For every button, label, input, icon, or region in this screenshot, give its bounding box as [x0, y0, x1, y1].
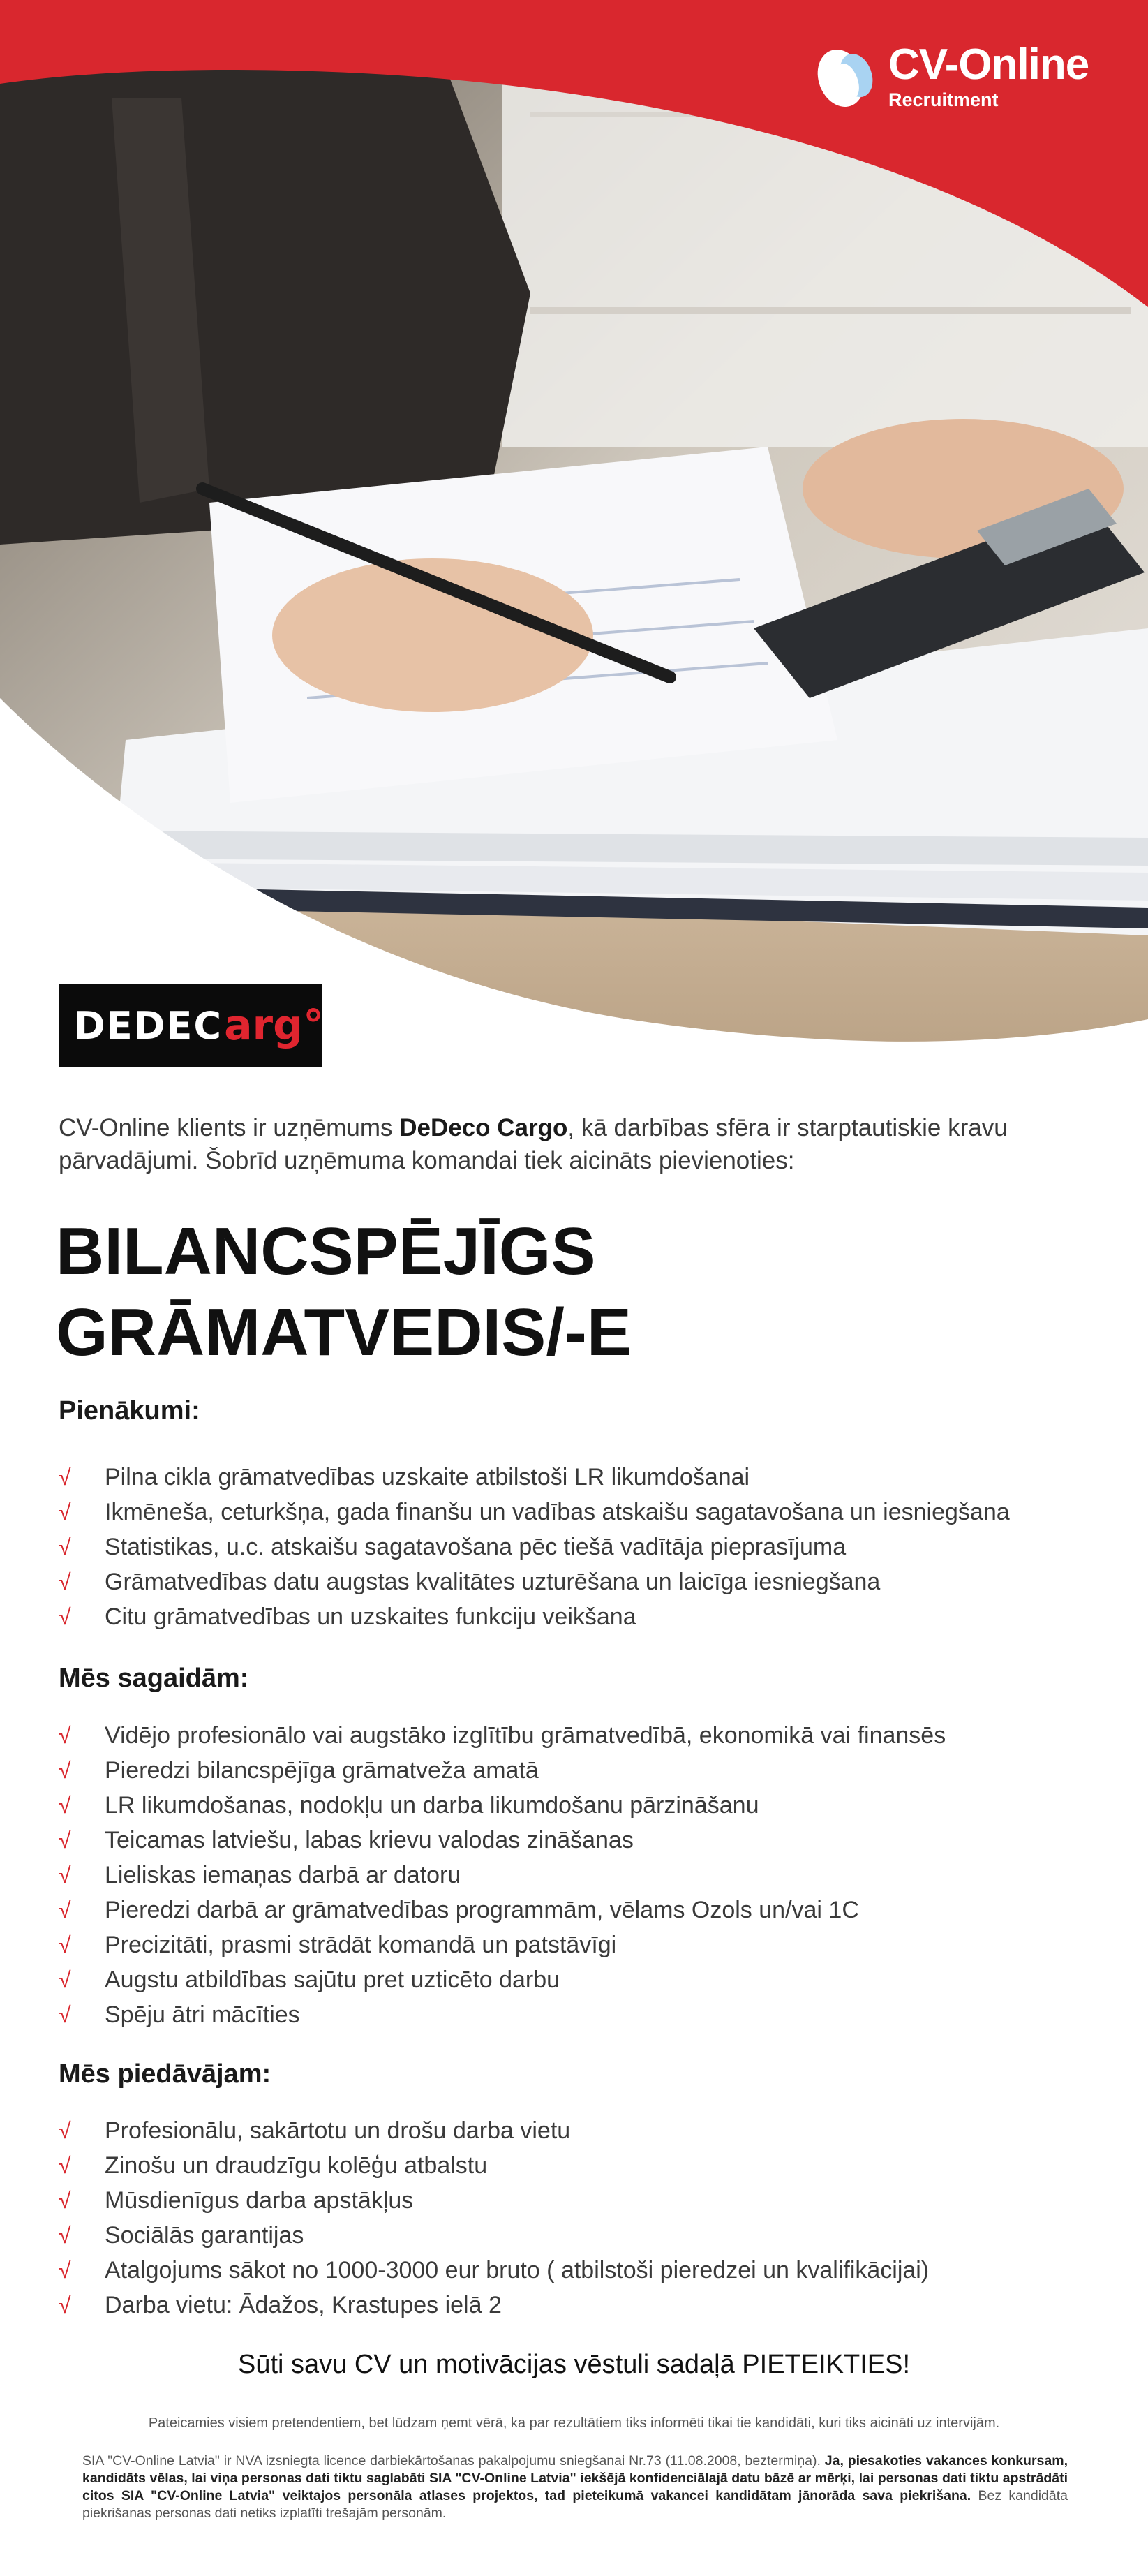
- list-item: [59, 1893, 946, 1927]
- check-icon: √: [59, 2258, 71, 2283]
- list-item: [59, 2218, 929, 2253]
- list-item: [59, 2148, 929, 2183]
- list-item: [59, 1564, 1010, 1599]
- list-item: [59, 1997, 946, 2032]
- hero-banner: [0, 0, 1148, 1089]
- client-logo-part2: arg°: [224, 1001, 325, 1050]
- check-icon: √: [59, 1758, 71, 1783]
- check-icon: √: [59, 1828, 71, 1853]
- job-title-line1: BILANCSPĒJĪGS: [56, 1214, 596, 1289]
- list-item-text: Augstu atbildības sajūtu pret uzticēto darbu: [105, 1967, 560, 1993]
- list-item-text: Grāmatvedības datu augstas kvalitātes uzturēšana un laicīga iesniegšana: [105, 1569, 881, 1595]
- list-item: [59, 1788, 946, 1823]
- check-icon: √: [59, 2153, 71, 2178]
- duties-heading: Pienākumi:: [59, 1396, 200, 1426]
- list-item-text: Spēju ātri mācīties: [105, 2001, 300, 2028]
- list-item-text: Profesionālu, sakārtotu un drošu darba vietu: [105, 2117, 571, 2144]
- check-icon: √: [59, 1723, 71, 1748]
- offer-list: [59, 2113, 929, 2323]
- check-icon: √: [59, 2188, 71, 2213]
- cta-text: Sūti savu CV un motivācijas vēstuli sadaļā PIETEIKTIES!: [237, 2350, 911, 2379]
- list-item: [59, 1530, 1010, 1564]
- list-item-text: Ikmēneša, ceturkšņa, gada finanšu un vadības atskaišu sagatavošana un iesniegšana: [105, 1499, 1010, 1525]
- list-item-text: Teicamas latviešu, labas krievu valodas zināšanas: [105, 1827, 634, 1853]
- check-icon: √: [59, 1793, 71, 1818]
- check-icon: √: [59, 2118, 71, 2143]
- list-item-text: Citu grāmatvedības un uzskaites funkciju veikšana: [105, 1604, 636, 1630]
- duties-list: [59, 1460, 1010, 1634]
- list-item-text: Precizitāti, prasmi strādāt komandā un patstāvīgi: [105, 1932, 617, 1958]
- job-title-line2: GRĀMATVEDIS/-E: [56, 1295, 632, 1370]
- list-item: [59, 1460, 1010, 1495]
- intro-post: , kā darbības sfēra ir starptautiskie kravu pārvadājumi. Šobrīd uzņēmuma komandai tiek aicināts pievienoties:: [59, 1114, 1008, 1174]
- legal-text: [82, 2452, 1068, 2522]
- list-item: [59, 1599, 1010, 1634]
- check-icon: √: [59, 1500, 71, 1525]
- check-icon: √: [59, 1569, 71, 1594]
- list-item-text: Darba vietu: Ādažos, Krastupes ielā 2: [105, 2292, 502, 2318]
- requirements-heading: Mēs sagaidām:: [59, 1664, 249, 1693]
- list-item-text: Atalgojums sākot no 1000-3000 eur bruto ( atbilstoši pieredzei un kvalifikācijai): [105, 2257, 930, 2283]
- check-icon: √: [59, 1465, 71, 1490]
- list-item-text: Vidējo profesionālo vai augstāko izglītību grāmatvedībā, ekonomikā vai finansēs: [105, 1722, 946, 1749]
- check-icon: √: [59, 2293, 71, 2318]
- intro-text: [59, 1111, 1057, 1177]
- list-item: [59, 1753, 946, 1788]
- hero-photo: [0, 0, 1148, 1089]
- list-item-text: Pilna cikla grāmatvedības uzskaite atbilstoši LR likumdošanai: [105, 1464, 750, 1490]
- cv-online-logo: [813, 42, 1089, 112]
- job-title: [56, 1211, 632, 1373]
- list-item: [59, 2113, 929, 2148]
- client-logo: [59, 984, 325, 1067]
- brand-sub: Recruitment: [888, 89, 999, 110]
- list-item-text: Pieredzi bilancspējīga grāmatveža amatā: [105, 1757, 539, 1784]
- check-icon: √: [59, 1897, 71, 1923]
- legal-p1: SIA "CV-Online Latvia" ir NVA izsniegta licence darbiekārtošanas pakalpojumu sniegšanai Nr.73 (11.08.2008, beztermiņa).: [82, 2453, 825, 2468]
- check-icon: √: [59, 2002, 71, 2027]
- list-item: [59, 2288, 929, 2323]
- brand-name: CV-Online: [888, 40, 1089, 89]
- check-icon: √: [59, 1932, 71, 1957]
- list-item-text: Statistikas, u.c. atskaišu sagatavošana pēc tiešā vadītāja pieprasījuma: [105, 1534, 847, 1560]
- legal-p2: Ja, piesakoties vakances konkursam, kandidāts vēlas, lai viņa personas dati tiktu saglabāti SIA "CV-Online Latvia" iekšējā konfidenciālajā datu bāzē ar mērķi, lai personas dati tiktu apstrādāti citos SIA "CV-Online Latvia" veiktajos personāla atlases projektos, tad pieteikumā vakancei kandidātam jānorāda sava piekrišana.: [82, 2453, 1068, 2503]
- list-item: [59, 2253, 929, 2288]
- list-item: [59, 2183, 929, 2218]
- list-item: [59, 1495, 1010, 1530]
- list-item-text: Zinošu un draudzīgu kolēģu atbalstu: [105, 2152, 488, 2179]
- list-item-text: Lieliskas iemaņas darbā ar datoru: [105, 1862, 461, 1888]
- check-icon: √: [59, 1863, 71, 1888]
- check-icon: √: [59, 1604, 71, 1629]
- list-item: [59, 1858, 946, 1893]
- client-logo-part1: DEDEC: [74, 1003, 223, 1048]
- list-item-text: LR likumdošanas, nodokļu un darba likumdošanu pārzināšanu: [105, 1792, 759, 1819]
- list-item: [59, 1718, 946, 1753]
- intro-pre: CV-Online klients ir uzņēmums: [59, 1114, 400, 1141]
- list-item: [59, 1962, 946, 1997]
- intro-company: DeDeco Cargo: [399, 1114, 568, 1141]
- list-item-text: Mūsdienīgus darba apstākļus: [105, 2187, 414, 2214]
- check-icon: √: [59, 1534, 71, 1560]
- list-item-text: Sociālās garantijas: [105, 2222, 304, 2249]
- list-item-text: Pieredzi darbā ar grāmatvedības programmām, vēlams Ozols un/vai 1C: [105, 1897, 859, 1923]
- thanks-note: Pateicamies visiem pretendentiem, bet lūdzam ņemt vērā, ka par rezultātiem tiks informēti tikai tie kandidāti, kuri tiks aicināti uz intervijām.: [148, 2415, 1000, 2431]
- cv-online-logo-icon: [813, 42, 880, 112]
- list-item: [59, 1927, 946, 1962]
- check-icon: √: [59, 1967, 71, 1992]
- list-item: [59, 1823, 946, 1858]
- offer-heading: Mēs piedāvājam:: [59, 2059, 271, 2089]
- legal-p3: Bez kandidāta piekrišanas personas dati netiks izplatīti trešajām personām.: [82, 2488, 1068, 2521]
- check-icon: √: [59, 2223, 71, 2248]
- requirements-list: [59, 1718, 946, 2032]
